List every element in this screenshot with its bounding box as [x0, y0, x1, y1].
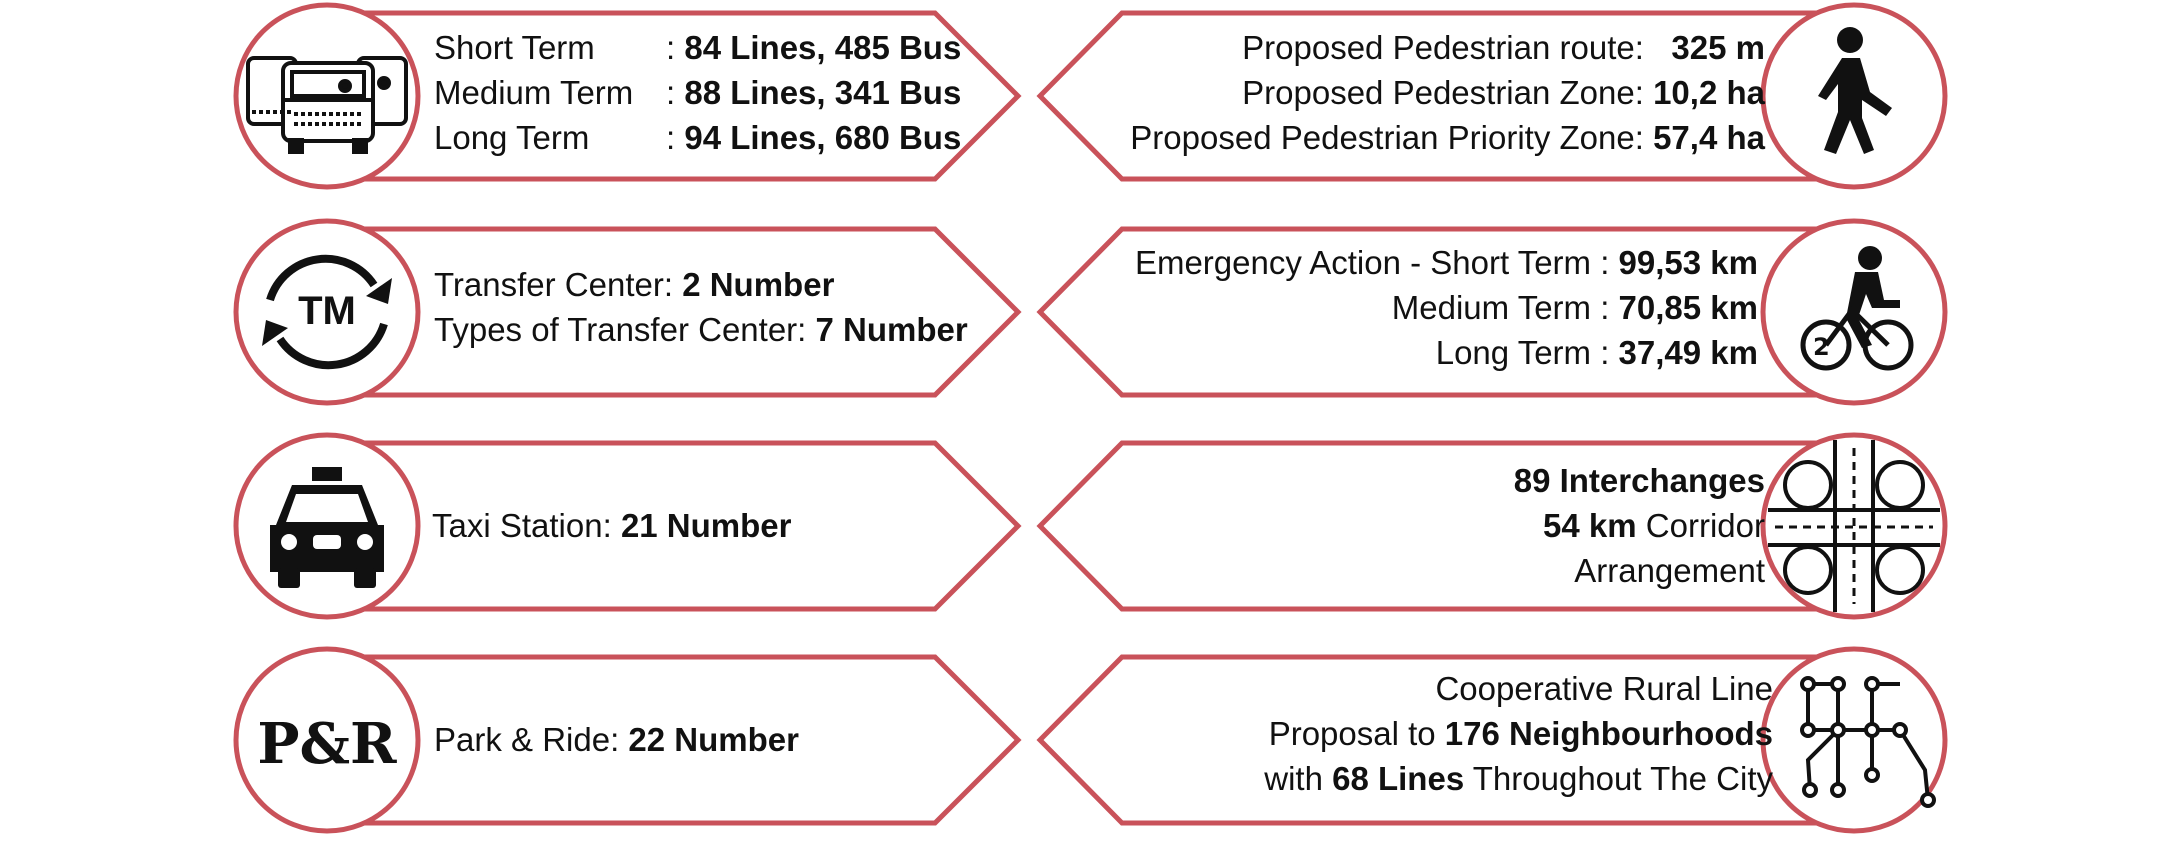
- bicycle-card-text: [1135, 240, 1758, 375]
- interchange-line-3: [1514, 548, 1765, 593]
- bus-medium-term-value: 88 Lines, 341 Bus: [684, 74, 962, 111]
- park-and-ride-icon-label: P&R: [257, 711, 397, 777]
- interchange-line-1: [1514, 458, 1765, 503]
- bus-short-term-value: 84 Lines, 485 Bus: [684, 29, 962, 66]
- rural-line-3-label-post: Throughout The City: [1472, 760, 1773, 797]
- pedestrian-zone-value: 10,2 ha: [1653, 74, 1765, 111]
- corridor-value: 54 km: [1543, 507, 1637, 544]
- pedestrian-route-label: Proposed Pedestrian route:: [1242, 29, 1644, 66]
- bicycle-short-term-value: 99,53 km: [1618, 244, 1758, 281]
- transfer-center-icon-label: TM: [298, 289, 356, 333]
- rural-line-2-label: Proposal to: [1268, 715, 1436, 752]
- bicycle-short-term-line: [1135, 240, 1758, 285]
- taxi-card-text: [432, 503, 792, 548]
- bus-long-term-value: 94 Lines, 680 Bus: [684, 119, 962, 156]
- taxi-station-line: [432, 503, 792, 548]
- bus-medium-term-sep: :: [666, 74, 676, 111]
- interchanges-value: 89 Interchanges: [1513, 462, 1765, 499]
- transfer-types-line: [434, 307, 968, 352]
- pedestrian-route-line: [1130, 25, 1765, 70]
- rural-card-text: [1264, 666, 1773, 801]
- network-icon-circle: [1763, 649, 1945, 831]
- rural-line-1: [1264, 666, 1773, 711]
- taxi-station-value: 21 Number: [620, 507, 792, 544]
- transfer-card-text: [434, 262, 968, 352]
- corridor-label: Corridor: [1645, 507, 1765, 544]
- rural-line-3: [1264, 756, 1773, 801]
- bicycle-medium-term-label: Medium Term :: [1391, 289, 1610, 326]
- park-ride-line: [434, 717, 799, 762]
- bus-short-term-line: [434, 25, 961, 70]
- park-ride-card-text: [434, 717, 799, 762]
- pedestrian-zone-line: [1130, 70, 1765, 115]
- pedestrian-priority-value: 57,4 ha: [1653, 119, 1765, 156]
- bus-medium-term-label: Medium Term: [434, 74, 634, 111]
- taxi-station-label: Taxi Station:: [432, 507, 612, 544]
- interchange-line-2: [1514, 503, 1765, 548]
- bus-long-term-label: Long Term: [434, 119, 590, 156]
- bicycle-medium-term-value: 70,85 km: [1618, 289, 1758, 326]
- bicycle-long-term-line: [1135, 330, 1758, 375]
- transfer-center-line: [434, 262, 968, 307]
- rural-line-1-label: Cooperative Rural Line: [1435, 670, 1773, 707]
- neighbourhoods-value: 176 Neighbourhoods: [1444, 715, 1773, 752]
- bicycle-short-term-label: Emergency Action - Short Term :: [1134, 244, 1610, 281]
- pedestrian-zone-label: Proposed Pedestrian Zone:: [1242, 74, 1644, 111]
- transfer-center-value: 2 Number: [682, 266, 835, 303]
- bus-medium-term-line: [434, 70, 961, 115]
- bicycle-long-term-value: 37,49 km: [1618, 334, 1758, 371]
- park-ride-value: 22 Number: [628, 721, 799, 758]
- arrangement-label: Arrangement: [1574, 552, 1765, 589]
- transfer-center-label: Transfer Center:: [434, 266, 674, 303]
- park-ride-label: Park & Ride:: [434, 721, 620, 758]
- rural-lines-value: 68 Lines: [1332, 760, 1465, 797]
- svg-text:2: 2: [1813, 333, 1830, 361]
- bicycle-long-term-label: Long Term :: [1435, 334, 1610, 371]
- transfer-types-value: 7 Number: [815, 311, 968, 348]
- pedestrian-card-text: [1130, 25, 1765, 160]
- bus-short-term-label: Short Term: [434, 29, 595, 66]
- bus-long-term-sep: :: [666, 119, 676, 156]
- pedestrian-priority-line: [1130, 115, 1765, 160]
- pedestrian-route-value: 325 m: [1671, 29, 1765, 66]
- rural-line-2: [1264, 711, 1773, 756]
- transfer-types-label: Types of Transfer Center:: [434, 311, 807, 348]
- bus-card-text: [434, 25, 961, 160]
- bicycle-medium-term-line: [1135, 285, 1758, 330]
- rural-line-3-label-pre: with: [1264, 760, 1323, 797]
- interchange-card-text: [1514, 458, 1765, 593]
- bus-short-term-sep: :: [666, 29, 676, 66]
- bus-long-term-line: [434, 115, 961, 160]
- pedestrian-priority-label: Proposed Pedestrian Priority Zone:: [1130, 119, 1644, 156]
